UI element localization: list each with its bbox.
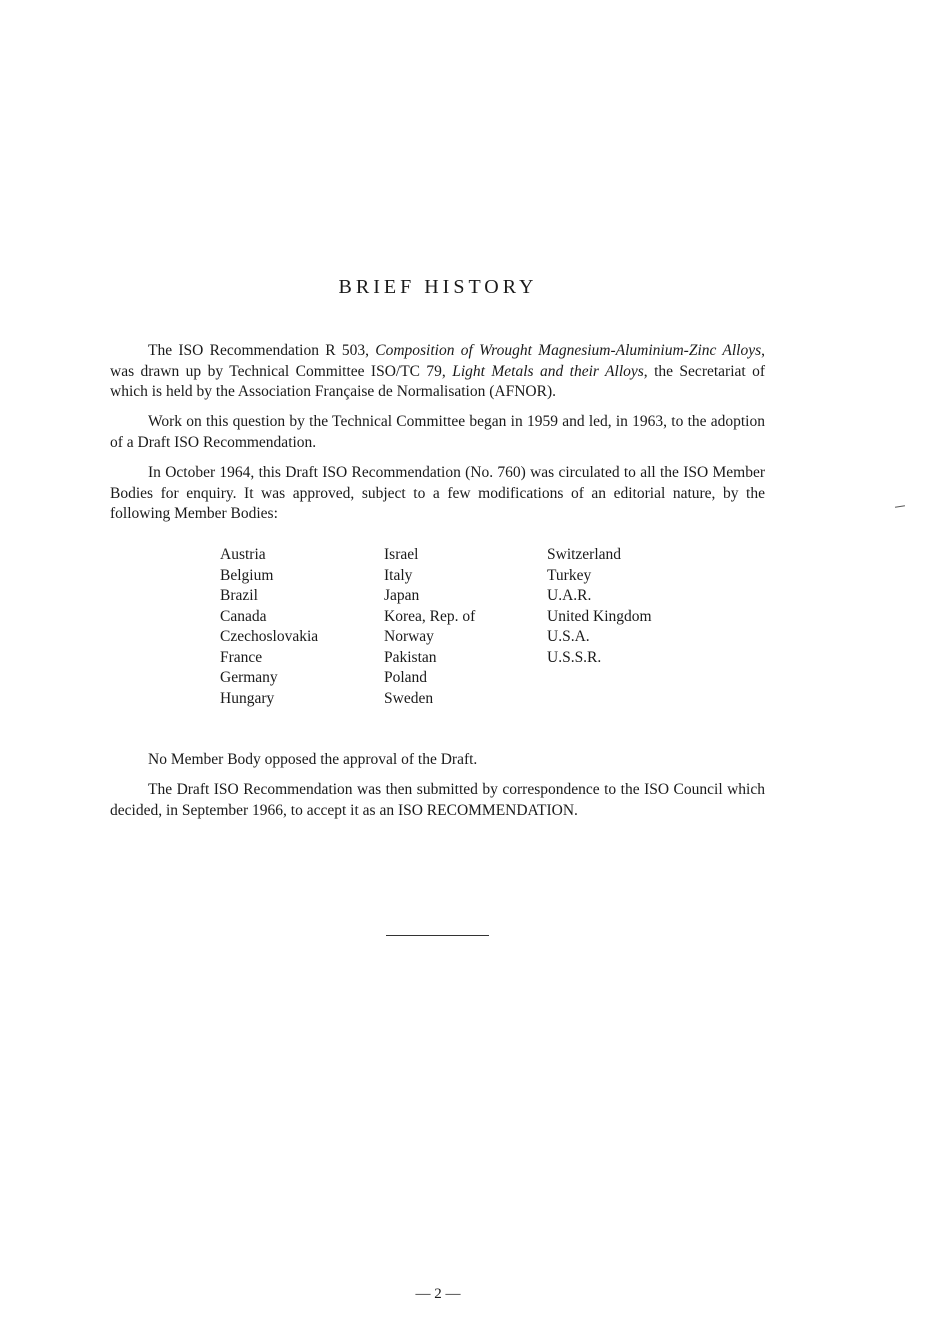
paragraph-council: The Draft ISO Recommendation was then submitted by correspondence to the ISO Council which decided, in September 1966, to accept it as an ISO RECOMMENDATION. [110,781,765,819]
member-body: U.A.R. [547,587,592,604]
member-body: France [220,648,263,666]
member-body: Germany [220,669,278,686]
member-body: Israel [384,546,419,563]
member-body: U.S.S.R. [547,648,602,666]
member-body: Brazil [220,587,258,604]
member-body: Japan [384,587,420,604]
paragraph-origin [110,341,765,403]
member-body: U.S.A. [547,628,590,645]
member-body: United Kingdom [547,607,652,625]
page-number: — 2 — [415,1286,461,1302]
committee-title: Light Metals and their Alloys [452,362,644,380]
origin-text-1: The ISO Recommendation R 503, [148,342,376,359]
paragraph-opposition: No Member Body opposed the approval of the Draft. [148,751,478,768]
member-body: Canada [220,607,267,625]
paragraph-work: Work on this question by the Technical Committee began in 1959 and led, in 1963, to the adoption of a Draft ISO Recommendation. [110,413,765,451]
origin-text-3: , the Secretariat of which is held by the Association Française de Normalisation (AFNOR). [110,362,766,400]
member-body: Italy [384,566,413,584]
member-body: Switzerland [547,546,622,563]
section-divider [386,935,489,936]
member-body: Austria [220,546,266,563]
member-body: Poland [384,669,428,686]
member-list-col3 [547,545,652,668]
origin-text-2: , was drawn up by Technical Committee ISO/TC 79, [110,342,765,380]
member-body: Korea, Rep. of [384,607,476,625]
member-body: Norway [384,628,434,645]
page-title: BRIEF HISTORY [338,276,538,298]
paragraph-circulation: In October 1964, this Draft ISO Recommendation (No. 760) was circulated to all the ISO Member Bodies for enquiry. It was approved, subject to a few modifications of an editorial nature, by the following Member Bodies: [110,464,765,522]
member-body: Belgium [220,566,274,584]
recommendation-title: Composition of Wrought Magnesium-Aluminium-Zinc Alloys [375,342,762,359]
member-list-col2 [384,545,475,709]
member-body: Pakistan [384,648,437,666]
member-body: Czechoslovakia [220,628,319,645]
member-list-col1 [220,545,318,709]
member-body: Sweden [384,689,434,707]
member-body: Hungary [220,689,275,707]
margin-mark [895,505,905,507]
member-body: Turkey [547,566,592,584]
